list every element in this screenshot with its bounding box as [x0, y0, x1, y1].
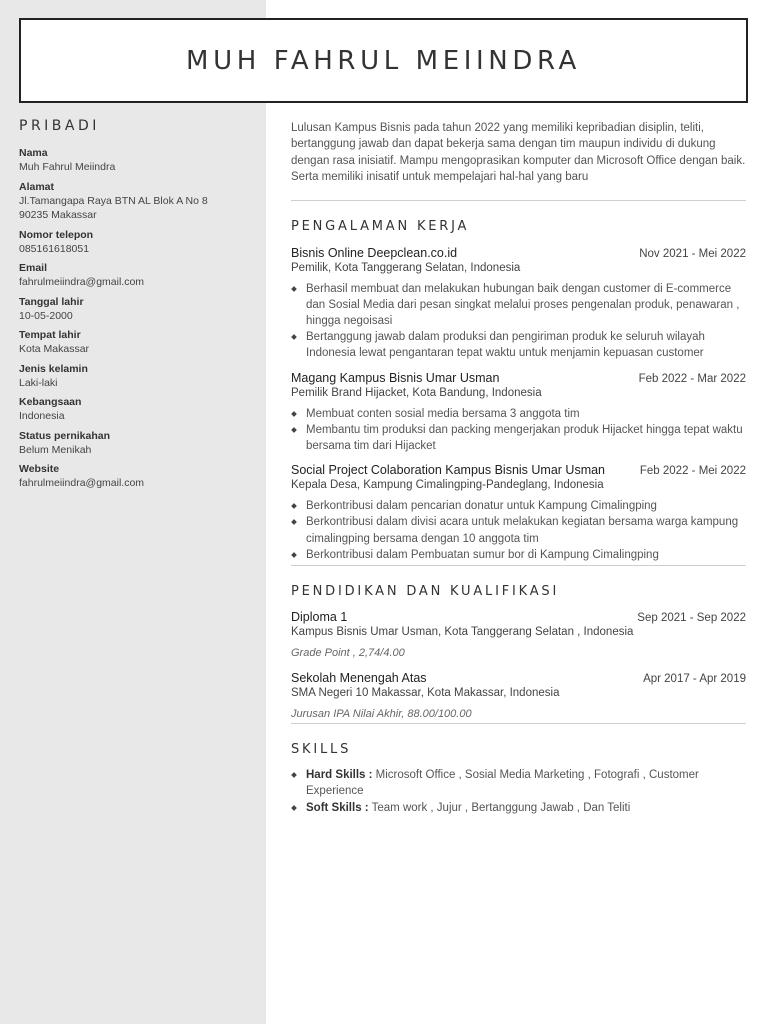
experience-entry-date: Nov 2021 - Mei 2022: [639, 247, 746, 260]
experience-entry-date: Feb 2022 - Mei 2022: [639, 465, 746, 478]
experience-entry: [291, 463, 746, 563]
skills-list: [291, 767, 746, 817]
education-entry-header: [291, 610, 746, 624]
personal-title: PRIBADI: [19, 118, 100, 134]
education-entry-subtitle: Kampus Bisnis Umar Usman, Kota Tanggerang Selatan , Indonesia: [291, 626, 634, 639]
personal-field-value: 10-05-2000: [19, 309, 73, 322]
personal-field-value: Indonesia: [19, 410, 65, 422]
experience-bullet: Berkontribusi dalam Pembuatan sumur bor di Kampung Cimalingping: [291, 547, 746, 563]
personal-field: [19, 395, 251, 424]
experience-bullet: Berkontribusi dalam divisi acara untuk melakukan kegiatan bersama warga kampung cimalingping bersama dengan 10 anggota tim: [291, 514, 746, 546]
experience-entry: [291, 371, 746, 455]
personal-field-label: Tanggal lahir: [19, 295, 84, 308]
personal-field: [19, 180, 251, 223]
experience-entry-date: Feb 2022 - Mar 2022: [638, 372, 746, 385]
personal-field-label: Nama: [19, 147, 48, 159]
personal-field: [19, 228, 251, 257]
education-list: [291, 610, 746, 722]
personal-field: [19, 261, 251, 290]
education-entry-note: Grade Point , 2,74/4.00: [291, 647, 405, 660]
experience-entry-title: Social Project Colaboration Kampus Bisnis Umar Usman: [291, 463, 606, 478]
skill-item: [291, 767, 746, 799]
personal-field-label: Kebangsaan: [19, 396, 82, 408]
experience-bullet: Berkontribusi dalam pencarian donatur untuk Kampung Cimalingping: [291, 498, 746, 514]
skills-title: SKILLS: [291, 742, 352, 758]
experience-entry-header: [291, 463, 746, 477]
profile-summary: Lulusan Kampus Bisnis pada tahun 2022 yang memiliki kepribadian disiplin, teliti, bertanggung jawab dan dapat bekerja sama dengan tim maupun individu di dukung dengan rasa inisiatif. Mampu mengoprasikan komputer dan Microsoft Office dengan baik. Serta memiliki inisatif untuk mempelajari hal-hal yang baru: [291, 120, 746, 201]
experience-bullet: Membantu tim produksi dan packing mengerjakan produk Hijacket hingga tepat waktu bersama tim dari Hijacket: [291, 422, 746, 454]
experience-bullets: [291, 281, 746, 362]
experience-bullet: Membuat conten sosial media bersama 3 anggota tim: [291, 406, 746, 422]
experience-title: PENGALAMAN KERJA: [291, 218, 470, 234]
personal-field-value: 085161618051: [19, 242, 90, 255]
skills-section: [291, 724, 746, 817]
experience-entry-header: [291, 371, 746, 385]
skill-category: Hard Skills :: [306, 769, 373, 782]
experience-bullets: [291, 498, 746, 563]
education-entry-header: [291, 671, 746, 685]
skill-item: [291, 800, 746, 816]
personal-field-value: Kota Makassar: [19, 343, 90, 355]
experience-entry: [291, 246, 746, 362]
experience-section: [291, 201, 746, 566]
personal-field-label: Tempat lahir: [19, 329, 81, 341]
experience-bullet: Bertanggung jawab dalam produksi dan pengiriman produk ke seluruh wilayah Indonesia lewat pengantaran tepat waktu untuk menjamin kepuasan customer: [291, 329, 746, 361]
personal-field: [19, 146, 251, 175]
personal-field-label: Status pernikahan: [19, 429, 111, 442]
education-entry: [291, 671, 746, 722]
personal-field-label: Alamat: [19, 180, 55, 193]
personal-field-label: Email: [19, 262, 48, 274]
personal-field: [19, 429, 251, 458]
name-header: [19, 18, 748, 103]
personal-field-value: Muh Fahrul Meiindra: [19, 161, 116, 173]
skill-values: Microsoft Office , Sosial Media Marketing , Fotografi , Customer Experience: [306, 769, 699, 798]
experience-entry-title: Magang Kampus Bisnis Umar Usman: [291, 370, 500, 385]
education-title: PENDIDIKAN DAN KUALIFIKASI: [291, 584, 560, 600]
experience-entry-subtitle: Pemilik, Kota Tanggerang Selatan, Indonesia: [291, 261, 521, 274]
full-name: MUH FAHRUL MEIINDRA: [186, 45, 581, 76]
skill-values: Team work , Jujur , Bertanggung Jawab , Dan Teliti: [371, 802, 631, 815]
education-entry-note: Jurusan IPA Nilai Akhir, 88.00/100.00: [291, 708, 472, 721]
education-entry-date: Apr 2017 - Apr 2019: [643, 673, 746, 686]
personal-field-value: fahrulmeiindra@gmail.com: [19, 477, 145, 489]
personal-fields: [19, 146, 251, 491]
personal-field: [19, 328, 251, 357]
skill-category: Soft Skills :: [306, 802, 369, 815]
education-entry: [291, 610, 746, 661]
education-section: [291, 566, 746, 724]
experience-bullet: Berhasil membuat dan melakukan hubungan baik dengan customer di E-commerce dan Sosial Media dari pesan singkat melalui proses pengenalan produk, penawaran , hingga negoisasi: [291, 281, 746, 330]
experience-entry-header: [291, 246, 746, 260]
experience-entry-subtitle: Pemilik Brand Hijacket, Kota Bandung, Indonesia: [291, 386, 542, 399]
personal-field-value: fahrulmeiindra@gmail.com: [19, 276, 145, 288]
personal-field-value: Belum Menikah: [19, 443, 92, 456]
experience-entry-title: Bisnis Online Deepclean.co.id: [291, 245, 458, 260]
personal-field: [19, 462, 251, 491]
experience-entry-subtitle: Kepala Desa, Kampung Cimalingping-Pandeglang, Indonesia: [291, 479, 604, 492]
education-entry-date: Sep 2021 - Sep 2022: [637, 612, 746, 625]
education-entry-title: Diploma 1: [291, 610, 348, 625]
personal-field-label: Jenis kelamin: [19, 362, 88, 375]
experience-bullets: [291, 406, 746, 455]
personal-section: [19, 118, 251, 496]
personal-field-label: Website: [19, 463, 60, 475]
education-entry-subtitle: SMA Negeri 10 Makassar, Kota Makassar, Indonesia: [291, 687, 560, 700]
main-content: [291, 120, 746, 818]
experience-list: [291, 246, 746, 563]
personal-field: [19, 362, 251, 391]
personal-field-value: Jl.Tamangapa Raya BTN AL Blok A No 8 90235 Makassar: [19, 194, 208, 221]
personal-field-label: Nomor telepon: [19, 228, 94, 241]
personal-field: [19, 295, 251, 324]
personal-field-value: Laki-laki: [19, 376, 58, 389]
education-entry-title: Sekolah Menengah Atas: [291, 671, 427, 686]
